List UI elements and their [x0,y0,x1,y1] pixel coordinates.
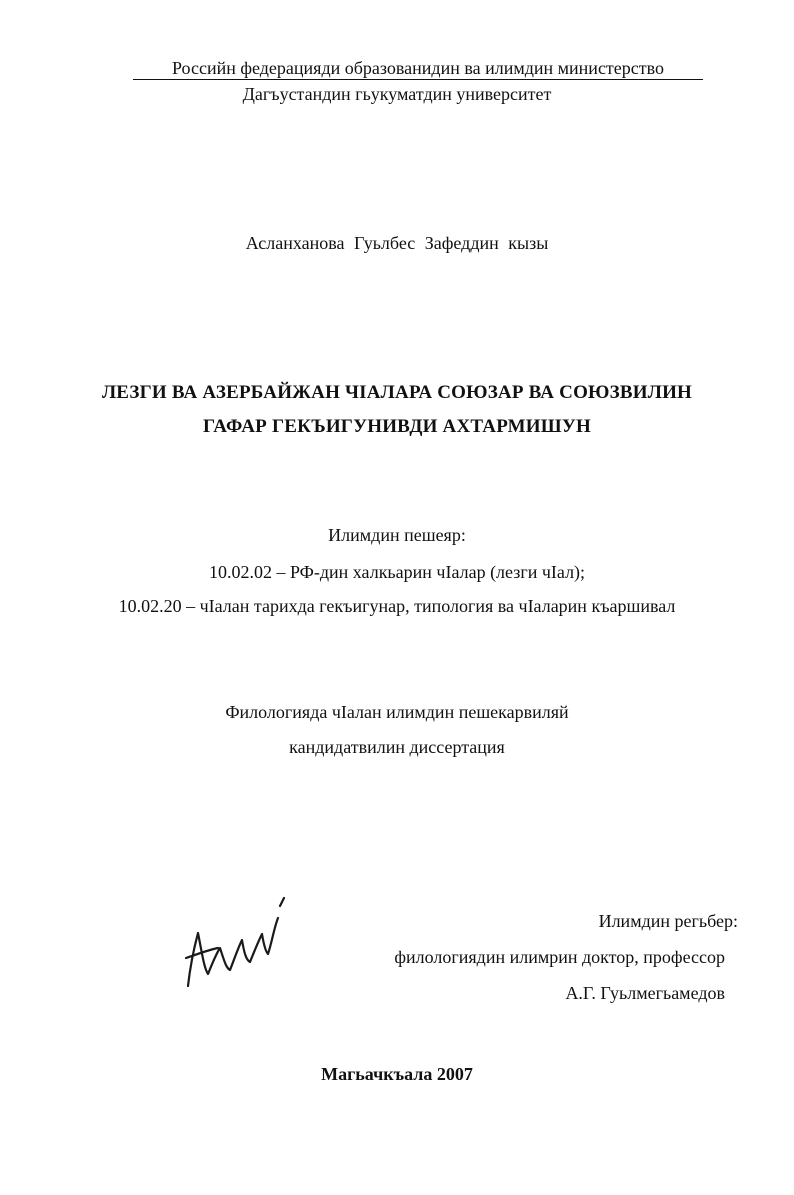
signature-image [168,878,298,993]
specialty-item: 10.02.20 – чIалан тарихда гекъигунар, типология ва чIаларин къаршивал [118,596,676,616]
degree-line-1: Филологияда чIалан илимдин пешекарвиляй [225,702,569,722]
specialty-item: 10.02.02 – РФ-дин халкьарин чIалар (лезги чIал); [208,562,586,582]
city-year: Магьачкъала 2007 [321,1064,473,1084]
advisor-name: А.Г. Гуьлмегьамедов [565,983,725,1003]
ministry-heading: Российн федерацияди образованидин ва илимдин министерство [171,58,665,78]
dissertation-title-line-1: ЛЕЗГИ ВА АЗЕРБАЙЖАН ЧIАЛАРА СОЮЗАР ВА СОЮЗВИЛИН [101,382,693,403]
university-heading: Дагъустандин гьукуматдин университет [242,84,552,104]
author-name: Асланханова Гуьлбес Зафеддин кызы [245,233,549,253]
dissertation-title-line-2: ГАФАР ГЕКЪИГУНИВДИ АХТАРМИШУН [203,416,591,437]
specialty-heading: Илимдин пешеяр: [328,525,466,545]
advisor-heading: Илимдин регьбер: [598,911,738,931]
advisor-credentials: филологиядин илимрин доктор, профессор [394,947,725,967]
degree-line-2: кандидатвилин диссертация [289,737,505,757]
ministry-underline [133,79,703,80]
